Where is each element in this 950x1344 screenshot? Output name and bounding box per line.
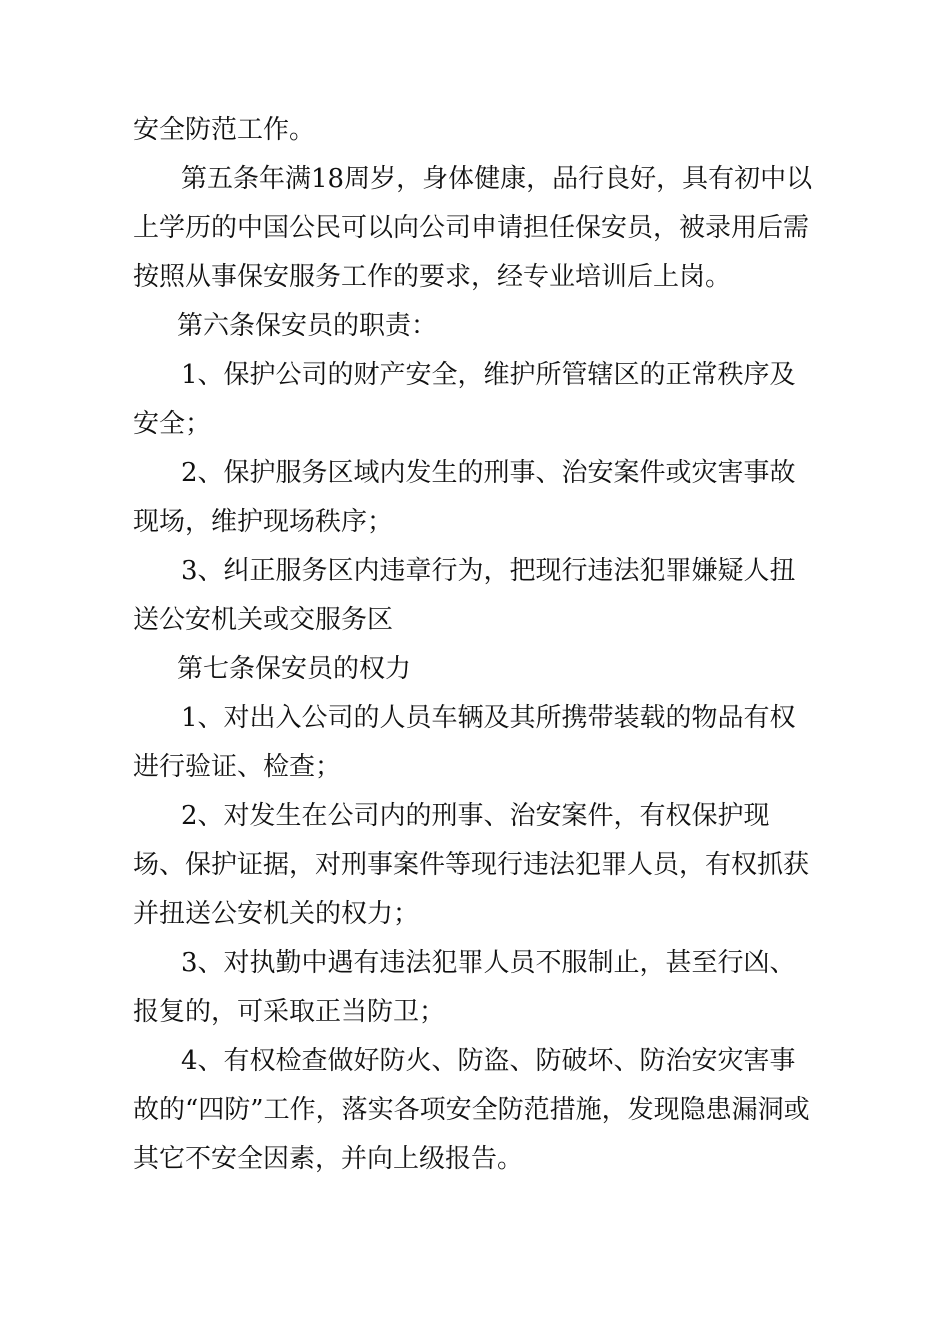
paragraph-duty-2: 2、保护服务区域内发生的刑事、治安案件或灾害事故现场，维护现场秩序； [133,458,796,537]
paragraph-continuation: 安全防范工作。 [133,115,316,145]
paragraph-power-4: 4、有权检查做好防火、防盗、防破坏、防治安灾害事故的“四防”工作，落实各项安全防范措施，发现隐患漏洞或其它不安全因素，并向上级报告。 [133,1046,810,1174]
paragraph-power-1: 1、对出入公司的人员车辆及其所携带装载的物品有权进行验证、检查； [133,703,796,782]
paragraph-article-5: 第五条年满18周岁，身体健康，品行良好，具有初中以上学历的中国公民可以向公司申请担任保安员，被录用后需按照从事保安服务工作的要求，经专业培训后上岗。 [133,164,813,292]
paragraph-power-3: 3、对执勤中遇有违法犯罪人员不服制止，甚至行凶、报复的，可采取正当防卫； [133,948,796,1027]
document-body [133,106,813,1184]
paragraph-duty-1: 1、保护公司的财产安全，维护所管辖区的正常秩序及安全； [133,360,796,439]
paragraph-article-7-heading: 第七条保安员的权力 [177,654,412,684]
paragraph-duty-3: 3、纠正服务区内违章行为，把现行违法犯罪嫌疑人扭送公安机关或交服务区 [133,556,796,635]
paragraph-power-2: 2、对发生在公司内的刑事、治安案件，有权保护现场、保护证据，对刑事案件等现行违法犯罪人员，有权抓获并扭送公安机关的权力； [133,801,810,929]
paragraph-article-6-heading: 第六条保安员的职责： [177,311,438,341]
